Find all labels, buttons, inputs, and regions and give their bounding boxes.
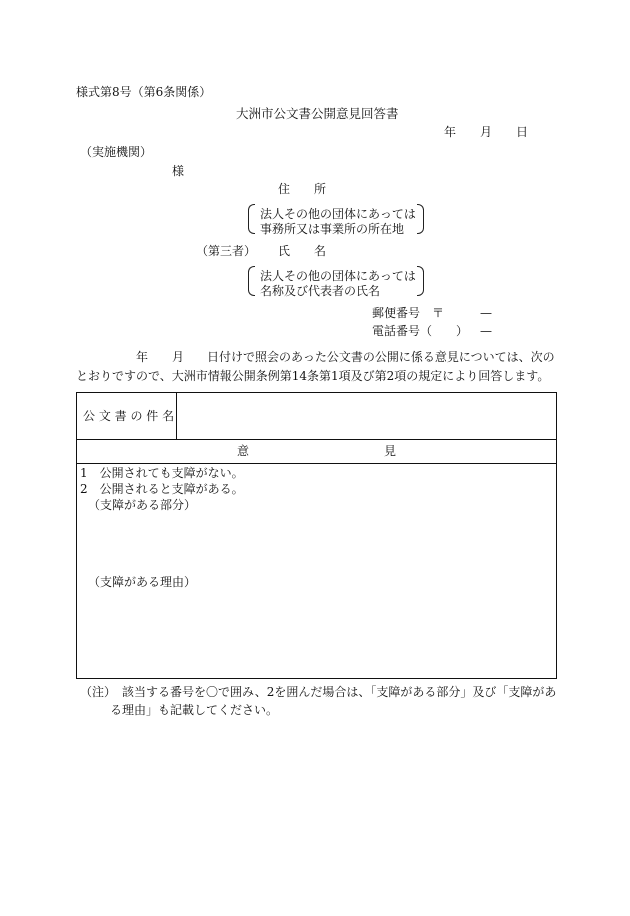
bracket-right-icon bbox=[417, 204, 424, 234]
doc-name-label: 公 文 書 の 件 名 bbox=[83, 409, 175, 423]
option-2[interactable]: 2 公開されると支障がある。 bbox=[80, 482, 244, 496]
postal-label: 郵便番号 bbox=[372, 306, 421, 320]
postal-mark: 〒 bbox=[432, 306, 445, 320]
name-note-line-2: 名称及び代表者の氏名 bbox=[260, 284, 381, 298]
address-note-line-1: 法人その他の団体にあっては bbox=[260, 207, 416, 221]
third-party-label: （第三者） bbox=[196, 244, 257, 258]
table-row-line-2 bbox=[76, 463, 557, 464]
note-line-1: （注） 該当する番号を〇で囲み、2を囲んだ場合は、「支障がある部分」及び「支障があ bbox=[80, 685, 557, 699]
doc-name-divider bbox=[176, 392, 177, 439]
date-day: 日 bbox=[516, 125, 529, 139]
table-row-line-1 bbox=[76, 439, 557, 440]
name-note-line-1: 法人その他の団体にあっては bbox=[260, 269, 416, 283]
address-label: 住 所 bbox=[278, 182, 327, 196]
part-input[interactable] bbox=[96, 518, 546, 568]
bracket-left-icon bbox=[248, 266, 255, 296]
date-year: 年 bbox=[444, 125, 457, 139]
para-year: 年 bbox=[136, 350, 149, 364]
form-number: 様式第8号（第6条関係） bbox=[76, 85, 212, 99]
phone-dash: — bbox=[480, 324, 492, 338]
agency-label: （実施機関） bbox=[80, 145, 153, 159]
para-line-1: 日付けで照会のあった公文書の公開に係る意見については、次の bbox=[207, 350, 555, 364]
bracket-right-icon bbox=[417, 266, 424, 296]
date-month: 月 bbox=[480, 125, 493, 139]
page-title: 大洲市公文書公開意見回答書 bbox=[236, 106, 399, 121]
note-line-2: る理由」も記載してください。 bbox=[110, 703, 279, 717]
name-note bbox=[256, 266, 416, 298]
honorific-sama: 様 bbox=[172, 164, 185, 178]
part-label: （支障がある部分） bbox=[88, 498, 197, 512]
doc-name-value[interactable] bbox=[186, 410, 546, 426]
reason-label: （支障がある理由） bbox=[88, 575, 197, 589]
postal-dash: — bbox=[480, 306, 492, 320]
para-line-2: とおりですので、大洲市情報公開条例第14条第1項及び第2項の規定により回答します。 bbox=[76, 369, 550, 383]
opinion-label-1: 意 bbox=[237, 444, 250, 458]
bracket-left-icon bbox=[248, 204, 255, 234]
option-1[interactable]: 1 公開されても支障がない。 bbox=[80, 466, 244, 480]
reason-input[interactable] bbox=[96, 595, 546, 671]
name-label: 氏 名 bbox=[278, 244, 327, 258]
para-month: 月 bbox=[172, 350, 185, 364]
address-note bbox=[256, 204, 416, 236]
address-note-line-2: 事務所又は事業所の所在地 bbox=[260, 222, 405, 236]
opinion-label-2: 見 bbox=[384, 444, 397, 458]
phone-label: 電話番号（ ） bbox=[372, 324, 469, 338]
